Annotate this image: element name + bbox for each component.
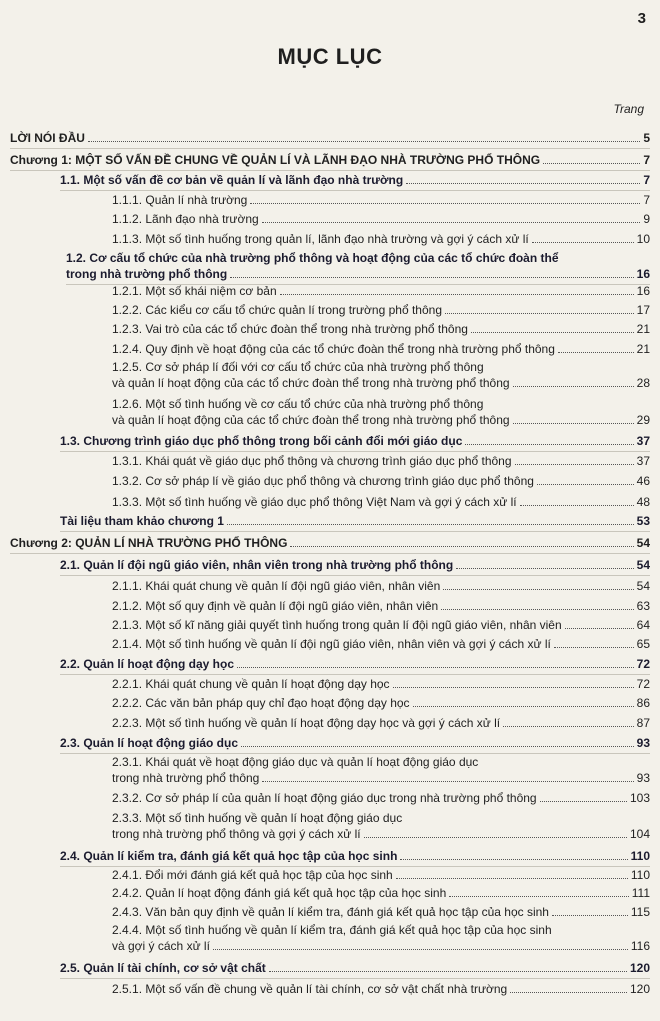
toc-leader-dots xyxy=(241,746,634,747)
toc-subsection-entry xyxy=(112,302,650,318)
toc-page-number: 21 xyxy=(636,342,650,356)
divider xyxy=(10,170,650,171)
toc-entry-title: 1.2.5. Cơ sở pháp lí đối với cơ cấu tổ chức của nhà trường phổ thông xyxy=(112,360,484,374)
toc-leader-dots xyxy=(543,163,640,164)
toc-subsection-entry xyxy=(112,283,650,299)
toc-page-number: 64 xyxy=(636,618,650,632)
toc-section-entry xyxy=(66,250,650,282)
toc-subsection-entry xyxy=(112,359,650,391)
toc-page-number: 9 xyxy=(643,212,650,226)
toc-subsection-entry xyxy=(112,715,650,731)
toc-leader-dots xyxy=(471,332,634,333)
toc-leader-dots xyxy=(558,352,634,353)
toc-page-number: 104 xyxy=(629,827,650,841)
toc-entry-title: 2.1.2. Một số quy định về quản lí đội ngũ giáo viên, nhân viên xyxy=(112,599,439,613)
toc-subsection-entry xyxy=(112,885,650,901)
toc-entry-title: 1.1. Một số vấn đề cơ bản về quản lí và lãnh đạo nhà trường xyxy=(60,173,404,187)
toc-page-number: 16 xyxy=(636,284,650,298)
toc-leader-dots xyxy=(513,386,634,387)
toc-subsection-entry xyxy=(112,695,650,711)
toc-section-entry xyxy=(60,513,650,529)
toc-section-entry xyxy=(60,172,650,188)
toc-entry-title: 1.2.2. Các kiểu cơ cấu tổ chức quản lí trong trường phổ thông xyxy=(112,303,442,317)
toc-entry-title: 2.1.1. Khái quát chung về quản lí đội ngũ giáo viên, nhân viên xyxy=(112,579,441,593)
toc-page-number: 29 xyxy=(636,413,650,427)
toc-entry-title: 1.2.6. Một số tình huống về cơ cấu tổ chức của nhà trường phổ thông xyxy=(112,397,484,411)
toc-entry-title: 1.2.3. Vai trò của các tổ chức đoàn thể trong nhà trường phổ thông xyxy=(112,322,468,336)
toc-entry-title: 2.5.1. Một số vấn đề chung về quản lí tài chính, cơ sở vật chất nhà trường xyxy=(112,982,508,996)
toc-page-number: 48 xyxy=(636,495,650,509)
toc-leader-dots xyxy=(441,609,633,610)
toc-entry-title: trong nhà trường phổ thông xyxy=(66,267,228,281)
toc-leader-dots xyxy=(88,141,640,142)
toc-subsection-entry xyxy=(112,810,650,842)
toc-page-number: 116 xyxy=(630,939,650,953)
toc-entry-title: 1.3.1. Khái quát về giáo dục phổ thông và chương trình giáo dục phổ thông xyxy=(112,454,512,468)
toc-page-number: 120 xyxy=(629,961,650,975)
toc-entry-title: trong nhà trường phổ thông và gợi ý cách xử lí xyxy=(112,827,361,841)
toc-section-entry xyxy=(60,735,650,751)
toc-leader-dots xyxy=(227,524,634,525)
toc-section-entry xyxy=(60,433,650,449)
toc-entry-title: trong nhà trường phổ thông xyxy=(112,771,260,785)
toc-page-number: 7 xyxy=(643,173,650,187)
divider xyxy=(10,553,650,554)
divider xyxy=(60,190,650,191)
toc-entry-title: 2.2.3. Một số tình huống về quản lí hoạt động dạy học và gợi ý cách xử lí xyxy=(112,716,501,730)
toc-chapter-entry xyxy=(10,535,650,551)
toc-chapter-entry xyxy=(10,152,650,168)
toc-leader-dots xyxy=(520,505,634,506)
toc-leader-dots xyxy=(400,859,627,860)
toc-entry-title: và quản lí hoạt động của các tổ chức đoàn thể trong nhà trường phổ thông xyxy=(112,376,510,390)
toc-entry-title: 1.3.3. Một số tình huống về giáo dục phổ thông Việt Nam và gợi ý cách xử lí xyxy=(112,495,517,509)
toc-entry-title: 1.2.1. Một số khái niệm cơ bản xyxy=(112,284,277,298)
toc-subsection-entry xyxy=(112,676,650,692)
toc-page-number: 93 xyxy=(636,736,650,750)
toc-page-number: 65 xyxy=(636,637,650,651)
toc-page-number: 93 xyxy=(636,771,650,785)
toc-page-number: 21 xyxy=(636,322,650,336)
toc-subsection-entry xyxy=(112,231,650,247)
toc-entry-title: Tài liệu tham khảo chương 1 xyxy=(60,514,224,528)
toc-leader-dots xyxy=(552,915,628,916)
toc-entry-title: 2.4. Quản lí kiểm tra, đánh giá kết quả học tập của học sinh xyxy=(60,849,398,863)
toc-page-number: 53 xyxy=(636,514,650,528)
divider xyxy=(10,148,650,149)
page-column-label: Trang xyxy=(613,102,644,116)
toc-entry-title: Chương 1: MỘT SỐ VẤN ĐỀ CHUNG VỀ QUẢN LÍ VÀ LÃNH ĐẠO NHÀ TRƯỜNG PHỔ THÔNG xyxy=(10,153,541,167)
toc-section-entry xyxy=(60,848,650,864)
toc-leader-dots xyxy=(364,837,627,838)
toc-entry-title: 2.4.2. Quản lí hoạt động đánh giá kết quả học tập của học sinh xyxy=(112,886,447,900)
toc-subsection-entry xyxy=(112,396,650,428)
toc-leader-dots xyxy=(465,444,633,445)
toc-leader-dots xyxy=(230,277,633,278)
toc-entry-title: 1.1.2. Lãnh đạo nhà trường xyxy=(112,212,259,226)
toc-leader-dots xyxy=(262,222,641,223)
toc-entry-title: và gợi ý cách xử lí xyxy=(112,939,210,953)
toc-leader-dots xyxy=(540,801,627,802)
toc-subsection-entry xyxy=(112,867,650,883)
toc-subsection-entry xyxy=(112,754,650,786)
toc-subsection-entry xyxy=(112,473,650,489)
toc-page-number: 87 xyxy=(636,716,650,730)
toc-page-number: 120 xyxy=(629,982,650,996)
toc-leader-dots xyxy=(554,647,634,648)
toc-subsection-entry xyxy=(112,904,650,920)
toc-entry-title: 1.2. Cơ cấu tổ chức của nhà trường phổ thông và hoạt động của các tổ chức đoàn thể xyxy=(66,251,559,265)
toc-leader-dots xyxy=(456,568,633,569)
toc-leader-dots xyxy=(406,183,640,184)
page-number: 3 xyxy=(637,10,646,27)
toc-section-entry xyxy=(60,656,650,672)
toc-page-number: 72 xyxy=(636,677,650,691)
toc-entry-title: 1.3. Chương trình giáo dục phổ thông trong bối cảnh đổi mới giáo dục xyxy=(60,434,463,448)
toc-page-number: 37 xyxy=(636,454,650,468)
toc-page-number: 5 xyxy=(643,131,650,145)
toc-page-number: 46 xyxy=(636,474,650,488)
toc-subsection-entry xyxy=(112,598,650,614)
toc-subsection-entry xyxy=(112,922,650,954)
toc-leader-dots xyxy=(413,706,634,707)
toc-entry-title: 2.3.3. Một số tình huống về quản lí hoạt động giáo dục xyxy=(112,811,403,825)
toc-leader-dots xyxy=(290,546,633,547)
toc-page-number: 111 xyxy=(631,886,650,900)
toc-entry-title: 2.5. Quản lí tài chính, cơ sở vật chất xyxy=(60,961,266,975)
divider xyxy=(60,978,650,979)
toc-entry-title: 2.4.1. Đổi mới đánh giá kết quả học tập của học sinh xyxy=(112,868,393,882)
toc-entry-title: 2.3. Quản lí hoạt động giáo dục xyxy=(60,736,239,750)
toc-subsection-entry xyxy=(112,453,650,469)
toc-entry-title: 1.2.4. Quy định về hoạt động của các tổ chức đoàn thể trong nhà trường phổ thông xyxy=(112,342,555,356)
toc-leader-dots xyxy=(565,628,634,629)
toc-entry-title: 2.1. Quản lí đội ngũ giáo viên, nhân viên trong nhà trường phổ thông xyxy=(60,558,454,572)
toc-subsection-entry xyxy=(112,636,650,652)
toc-subsection-entry xyxy=(112,321,650,337)
toc-entry-title: 1.1.3. Một số tình huống trong quản lí, lãnh đạo nhà trường và gợi ý cách xử lí xyxy=(112,232,529,246)
toc-section-entry xyxy=(60,960,650,976)
toc-leader-dots xyxy=(262,781,633,782)
toc-entry-title: 2.3.2. Cơ sở pháp lí của quản lí hoạt động giáo dục trong nhà trường phổ thông xyxy=(112,791,537,805)
toc-subsection-entry xyxy=(112,790,650,806)
toc-page-number: 63 xyxy=(636,599,650,613)
toc-subsection-entry xyxy=(112,617,650,633)
toc-leader-dots xyxy=(515,464,634,465)
toc-subsection-entry xyxy=(112,981,650,997)
toc-page-number: 86 xyxy=(636,696,650,710)
toc-leader-dots xyxy=(537,484,634,485)
toc-entry-title: 2.1.3. Một số kĩ năng giải quyết tình huống trong quản lí đội ngũ giáo viên, nhân viên xyxy=(112,618,562,632)
toc-page-number: 10 xyxy=(636,232,650,246)
toc-page-number: 103 xyxy=(629,791,650,805)
toc-entry-title: 2.2. Quản lí hoạt động dạy học xyxy=(60,657,235,671)
divider xyxy=(60,451,650,452)
toc-entry-title: và quản lí hoạt động của các tổ chức đoàn thể trong nhà trường phổ thông xyxy=(112,413,510,427)
toc-page-number: 54 xyxy=(636,558,650,572)
toc-leader-dots xyxy=(393,687,634,688)
toc-leader-dots xyxy=(443,589,633,590)
toc-leader-dots xyxy=(532,242,634,243)
toc-page-number: 7 xyxy=(643,193,650,207)
toc-leader-dots xyxy=(513,423,634,424)
toc-leader-dots xyxy=(449,896,629,897)
toc-leader-dots xyxy=(445,313,634,314)
toc-entry-title: 1.3.2. Cơ sở pháp lí về giáo dục phổ thông và chương trình giáo dục phổ thông xyxy=(112,474,534,488)
toc-page-number: 7 xyxy=(643,153,650,167)
toc-entry-title: 1.1.1. Quản lí nhà trường xyxy=(112,193,248,207)
toc-leader-dots xyxy=(396,878,628,879)
toc-page-number: 16 xyxy=(636,267,650,281)
toc-subsection-entry xyxy=(112,341,650,357)
toc-entry-title: Chương 2: QUẢN LÍ NHÀ TRƯỜNG PHỔ THÔNG xyxy=(10,536,288,550)
toc-page-number: 54 xyxy=(636,536,650,550)
toc-page-number: 72 xyxy=(636,657,650,671)
toc-subsection-entry xyxy=(112,192,650,208)
toc-entry-title: 2.4.3. Văn bản quy định về quản lí kiểm tra, đánh giá kết quả học tập của học sinh xyxy=(112,905,549,919)
toc-leader-dots xyxy=(510,992,627,993)
toc-leader-dots xyxy=(237,667,634,668)
toc-section-entry xyxy=(60,557,650,573)
toc-entry-title: 2.3.1. Khái quát về hoạt động giáo dục và quản lí hoạt động giáo dục xyxy=(112,755,479,769)
toc-entry-title: 2.2.2. Các văn bản pháp quy chỉ đạo hoạt động dạy học xyxy=(112,696,410,710)
toc-subsection-entry xyxy=(112,494,650,510)
toc-leader-dots xyxy=(503,726,633,727)
toc-page-number: 115 xyxy=(630,905,650,919)
divider xyxy=(60,575,650,576)
toc-leader-dots xyxy=(269,971,627,972)
toc-page-number: 28 xyxy=(636,376,650,390)
toc-leader-dots xyxy=(213,949,628,950)
divider xyxy=(60,674,650,675)
toc-entry-title: 2.1.4. Một số tình huống về quản lí đội ngũ giáo viên, nhân viên và gợi ý cách xử lí xyxy=(112,637,551,651)
toc-entry-title: 2.4.4. Một số tình huống về quản lí kiểm tra, đánh giá kết quả học tập của học sinh xyxy=(112,923,552,937)
toc-subsection-entry xyxy=(112,211,650,227)
toc-entry-title: 2.2.1. Khái quát chung về quản lí hoạt động dạy học xyxy=(112,677,390,691)
toc-page-number: 110 xyxy=(630,868,650,882)
toc-chapter-entry xyxy=(10,130,650,146)
toc-page-number: 17 xyxy=(636,303,650,317)
toc-subsection-entry xyxy=(112,578,650,594)
divider xyxy=(60,531,650,532)
toc-page-number: 54 xyxy=(636,579,650,593)
page-title: MỤC LỤC xyxy=(277,44,383,69)
toc-entry-title: LỜI NÓI ĐẦU xyxy=(10,131,85,145)
toc-page-number: 110 xyxy=(630,849,650,863)
toc-leader-dots xyxy=(280,294,634,295)
toc-page-number: 37 xyxy=(636,434,650,448)
toc-leader-dots xyxy=(250,203,640,204)
